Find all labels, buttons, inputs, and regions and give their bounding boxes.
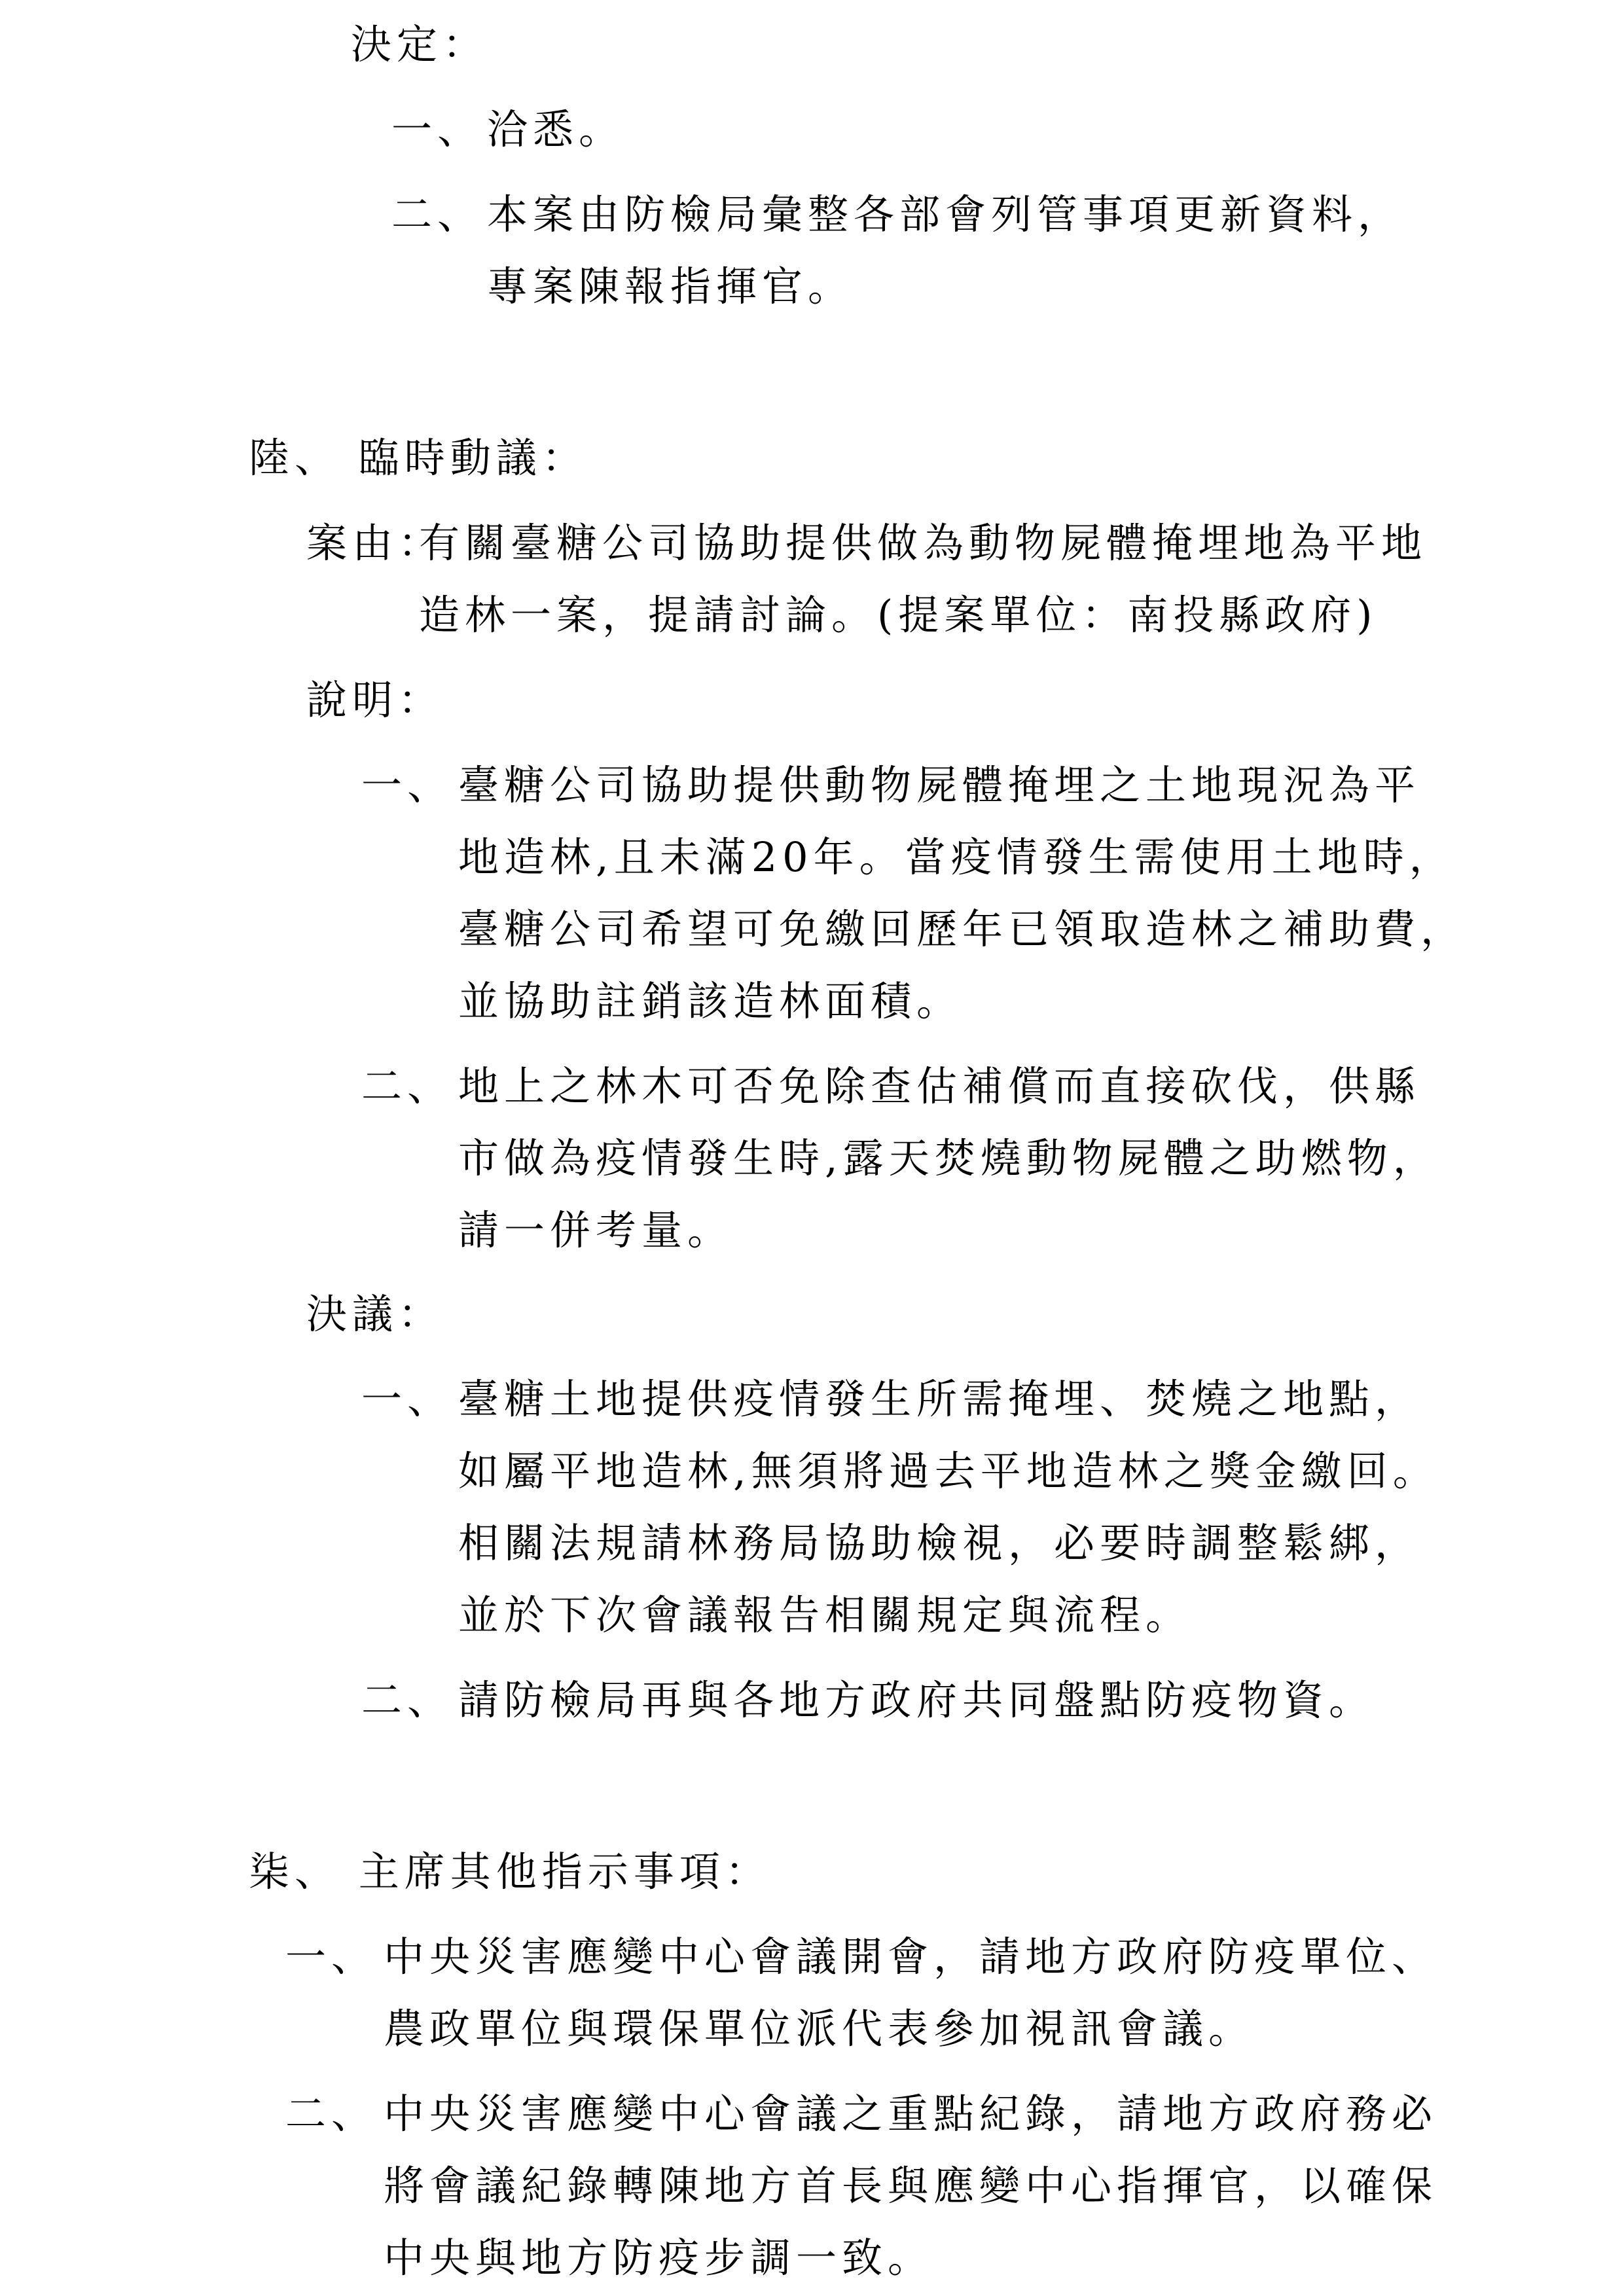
directive-item-1-line-1: 中央災害應變中心會議開會，請地方政府防疫單位、 <box>384 1933 1438 1981</box>
decision-item-2-number: 二、 <box>391 190 484 238</box>
resolution-item-1-line-2: 如屬平地造林,無須將過去平地造林之獎金繳回。 <box>458 1447 1439 1495</box>
decision-heading: 決定： <box>351 20 489 68</box>
directive-item-2-line-1: 中央災害應變中心會議之重點紀錄，請地方政府務必 <box>384 2090 1438 2138</box>
case-line-2: 造林一案，提請討論。(提案單位：南投縣政府) <box>419 591 1378 639</box>
decision-item-2-line-2: 專案陳報指揮官。 <box>487 262 854 310</box>
case-label: 案由： <box>306 519 444 567</box>
directive-item-2-line-3: 中央與地方防疫步調一致。 <box>384 2234 934 2282</box>
explain-item-1-line-2: 地造林,且未滿20年。當疫情發生需使用土地時， <box>458 833 1455 881</box>
case-line-1: 有關臺糖公司協助提供做為動物屍體掩埋地為平地 <box>419 519 1428 567</box>
resolution-item-1-number: 一、 <box>361 1375 454 1423</box>
explain-item-1-line-4: 並協助註銷該造林面積。 <box>458 977 963 1025</box>
section-7-heading: 柒、 主席其他指示事項： <box>249 1848 771 1895</box>
directive-item-1-number: 一、 <box>285 1933 378 1981</box>
explain-item-1-line-3: 臺糖公司希望可免繳回歷年已領取造林之補助費， <box>458 905 1467 953</box>
resolution-item-1-line-3: 相關法規請林務局協助檢視，必要時調整鬆綁， <box>458 1519 1421 1567</box>
resolution-item-2-number: 二、 <box>361 1676 454 1724</box>
section-6-heading: 陸、 臨時動議： <box>249 434 588 482</box>
decision-item-1-line-1: 洽悉。 <box>487 105 625 153</box>
resolution-heading: 決議： <box>306 1290 444 1338</box>
explain-item-1-line-1: 臺糖公司協助提供動物屍體掩埋之土地現況為平 <box>458 761 1421 809</box>
resolution-item-1-line-4: 並於下次會議報告相關規定與流程。 <box>458 1591 1192 1639</box>
explain-item-2-line-2: 市做為疫情發生時,露天焚燒動物屍體之助燃物， <box>458 1134 1439 1182</box>
explain-heading: 說明： <box>306 676 444 724</box>
explain-item-2-line-3: 請一併考量。 <box>458 1206 734 1254</box>
directive-item-2-line-2: 將會議紀錄轉陳地方首長與應變中心指揮官，以確保 <box>384 2162 1438 2210</box>
explain-item-2-line-1: 地上之林木可否免除查估補償而直接砍伐，供縣 <box>458 1062 1421 1110</box>
directive-item-2-number: 二、 <box>285 2090 378 2138</box>
directive-item-1-line-2: 農政單位與環保單位派代表參加視訊會議。 <box>384 2005 1255 2053</box>
explain-item-1-number: 一、 <box>361 761 454 809</box>
decision-item-2-line-1: 本案由防檢局彙整各部會列管事項更新資料， <box>487 190 1404 238</box>
resolution-item-1-line-1: 臺糖土地提供疫情發生所需掩埋、焚燒之地點， <box>458 1375 1421 1423</box>
resolution-item-2-line-1: 請防檢局再與各地方政府共同盤點防疫物資。 <box>458 1676 1375 1724</box>
decision-item-1-number: 一、 <box>391 105 484 153</box>
explain-item-2-number: 二、 <box>361 1062 454 1110</box>
